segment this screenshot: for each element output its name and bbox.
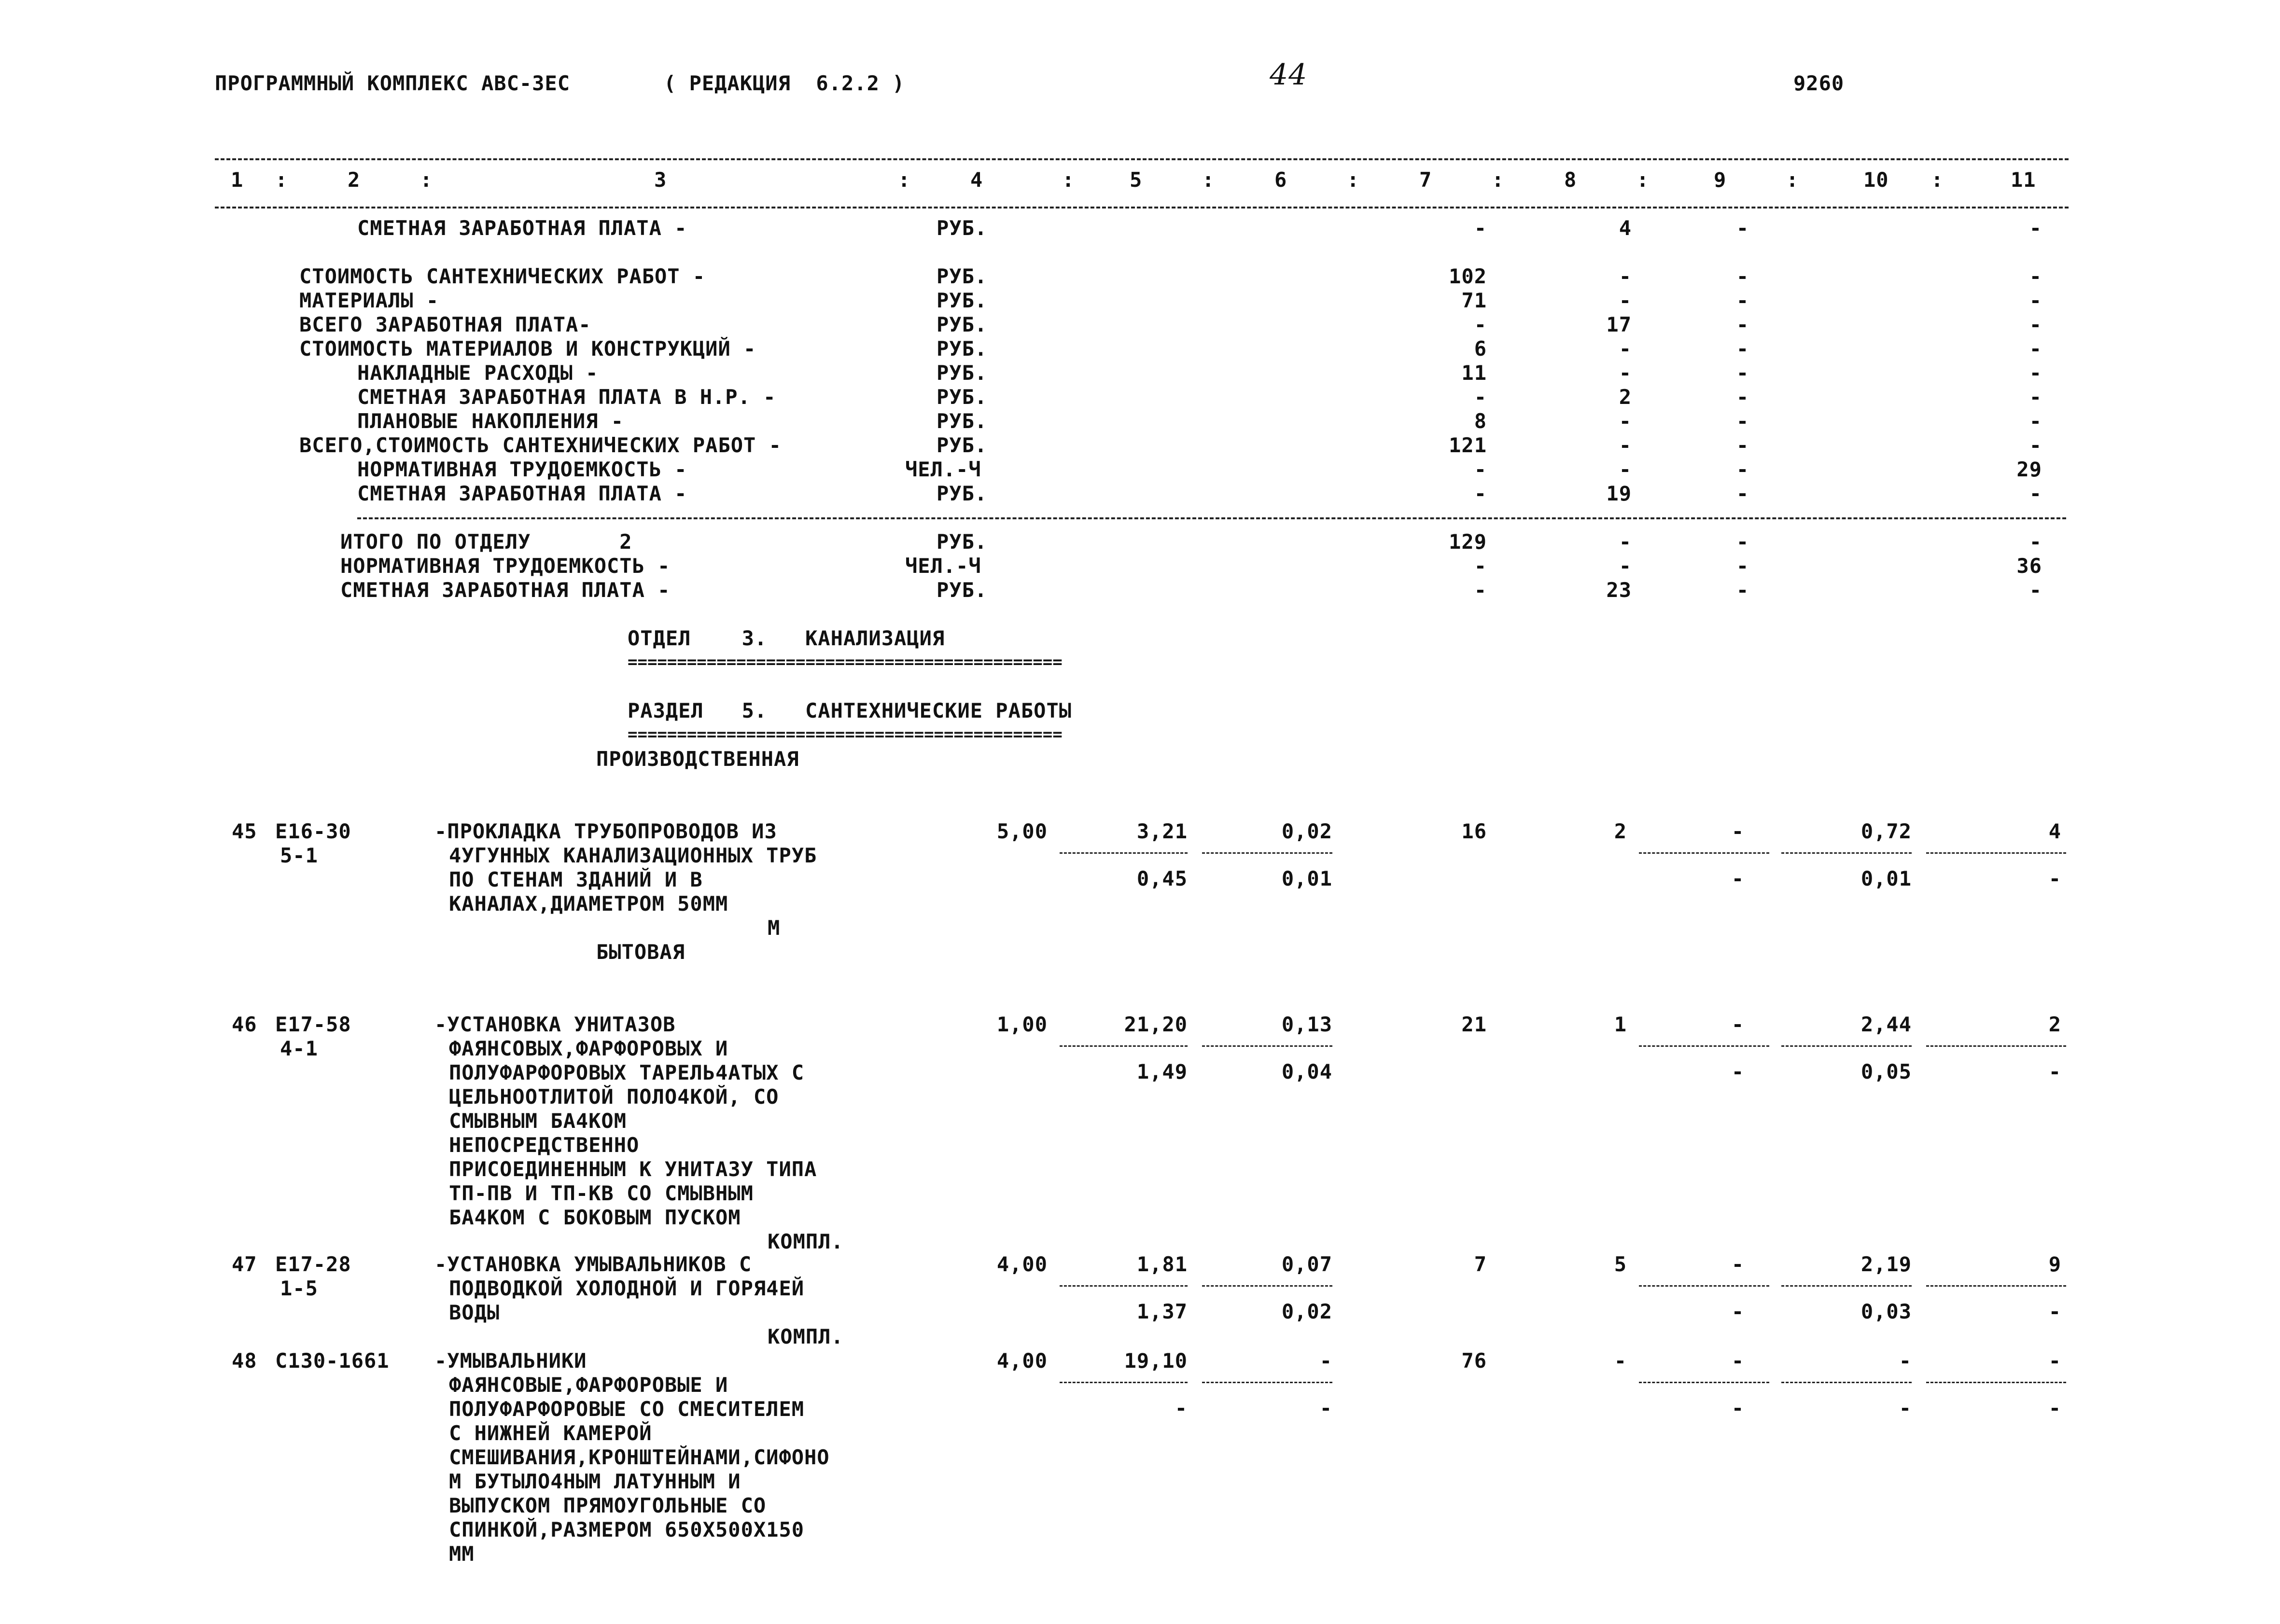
summary-row-c9: -	[1736, 313, 1749, 336]
item-c10-bot: 0,05	[1860, 1060, 1912, 1083]
summary-row-c8: -	[1619, 264, 1632, 288]
summary-row-c8: -	[1619, 433, 1632, 457]
summary-row-c9: -	[1736, 458, 1749, 481]
column-header-cell: 8	[1564, 168, 1577, 192]
item-divider-c9	[1639, 1382, 1769, 1383]
item-divider-c6	[1202, 852, 1332, 854]
item-c9-top: -	[1731, 1252, 1745, 1276]
summary-row-c7: 121	[1449, 433, 1487, 457]
item-divider-c10	[1781, 1285, 1912, 1287]
column-header-cell: 7	[1419, 168, 1432, 192]
dept-total-row-unit: РУБ.	[937, 578, 988, 602]
summary-top-c8: 4	[1619, 216, 1632, 240]
summary-row-c8: -	[1619, 289, 1632, 312]
item-description-line: СПИНКОЙ,РАЗМЕРОМ 650Х500Х150	[449, 1518, 805, 1541]
item-code: Е17-28	[275, 1252, 351, 1276]
summary-row-unit: РУБ.	[937, 264, 988, 288]
section-title: РАЗДЕЛ 5. САНТЕХНИЧЕСКИЕ РАБОТЫ	[628, 699, 1072, 722]
item-description-line: СМЕШИВАНИЯ,КРОНШТЕЙНАМИ,СИФОНО	[449, 1445, 830, 1469]
dept-total-row-unit: РУБ.	[937, 530, 988, 554]
summary-row-c11: -	[2029, 313, 2042, 336]
item-divider-c6	[1202, 1285, 1332, 1287]
summary-row-c7: 102	[1449, 264, 1487, 288]
summary-row-c7: 11	[1461, 361, 1487, 385]
item-c5-top: 1,81	[1136, 1252, 1188, 1276]
section-underline: ============================================	[628, 725, 1063, 744]
item-divider-c9	[1639, 1045, 1769, 1047]
item-description-line: ПО СТЕНАМ ЗДАНИЙ И В	[449, 868, 703, 891]
item-description-line: 4УГУННЫХ КАНАЛИЗАЦИОННЫХ ТРУБ	[449, 844, 817, 867]
item-divider-c10	[1781, 1045, 1912, 1047]
dept-total-row-c7: -	[1474, 578, 1487, 602]
summary-row-unit: РУБ.	[937, 361, 988, 385]
item-qty: 5,00	[996, 819, 1048, 843]
column-header-cell: :	[420, 168, 433, 192]
item-divider-c10	[1781, 852, 1912, 854]
column-header-cell: 3	[654, 168, 667, 192]
column-header-cell: :	[1637, 168, 1650, 192]
summary-row-c11: -	[2029, 289, 2042, 312]
summary-row-c9: -	[1736, 433, 1749, 457]
item-c5-bot: -	[1175, 1396, 1188, 1420]
summary-row-c7: -	[1474, 313, 1487, 336]
item-c9-bot: -	[1731, 867, 1745, 890]
summary-row-label: СТОИМОСТЬ САНТЕХНИЧЕСКИХ РАБОТ -	[299, 264, 706, 288]
summary-row-label: СТОИМОСТЬ МАТЕРИАЛОВ И КОНСТРУКЦИЙ -	[299, 337, 756, 361]
summary-top-c7: -	[1474, 216, 1487, 240]
summary-row-unit: РУБ.	[937, 482, 988, 505]
item-description-line: ВЫПУСКОМ ПРЯМОУГОЛЬНЫЕ СО	[449, 1494, 767, 1517]
column-header-cell: :	[1202, 168, 1215, 192]
column-header-cell: 6	[1274, 168, 1287, 192]
item-c6-bot: 0,02	[1281, 1300, 1332, 1323]
column-header-cell: 9	[1714, 168, 1727, 192]
dept-total-row-c8: -	[1619, 554, 1632, 578]
column-header-cell: 4	[970, 168, 983, 192]
dept-total-row-c11: 36	[2016, 554, 2042, 578]
summary-top-unit: РУБ.	[937, 216, 988, 240]
summary-row-unit: РУБ.	[937, 433, 988, 457]
item-number: 45	[232, 819, 257, 843]
edition-label: ( РЕДАКЦИЯ 6.2.2 )	[664, 71, 905, 95]
item-divider-c11	[1926, 1285, 2066, 1287]
dept-total-row-c7: 129	[1449, 530, 1487, 554]
item-c5-bot: 1,37	[1136, 1300, 1188, 1323]
item-c5-top: 3,21	[1136, 819, 1188, 843]
item-c11-top: 9	[2048, 1252, 2061, 1276]
summary-row-unit: РУБ.	[937, 337, 988, 361]
item-unit: М	[768, 916, 781, 940]
item-c7: 16	[1461, 819, 1487, 843]
department-title: ОТДЕЛ 3. КАНАЛИЗАЦИЯ	[628, 626, 945, 650]
dept-total-rule	[357, 517, 2066, 519]
dept-total-row-c8: 23	[1606, 578, 1632, 602]
column-header-cell: 1	[231, 168, 244, 192]
item-code-sub: 5-1	[280, 844, 318, 867]
item-c5-top: 19,10	[1124, 1349, 1188, 1373]
summary-top-label: СМЕТНАЯ ЗАРАБОТНАЯ ПЛАТА -	[357, 216, 687, 240]
summary-row-c8: -	[1619, 409, 1632, 433]
summary-row-c9: -	[1736, 409, 1749, 433]
item-c11-top: 4	[2048, 819, 2061, 843]
dept-total-row-label: СМЕТНАЯ ЗАРАБОТНАЯ ПЛАТА -	[340, 578, 671, 602]
item-divider-c11	[1926, 1382, 2066, 1383]
summary-row-c11: -	[2029, 264, 2042, 288]
item-code-sub: 4-1	[280, 1037, 318, 1060]
summary-row-c9: -	[1736, 337, 1749, 361]
item-description-line: ТП-ПВ И ТП-КВ СО СМЫВНЫМ	[449, 1181, 754, 1205]
column-header-cell: 5	[1130, 168, 1143, 192]
item-c6-top: 0,13	[1281, 1013, 1332, 1036]
summary-row-c9: -	[1736, 264, 1749, 288]
dept-total-row-c9: -	[1736, 578, 1749, 602]
item-c9-bot: -	[1731, 1396, 1745, 1420]
dept-total-row-c9: -	[1736, 554, 1749, 578]
item-divider-c9	[1639, 1285, 1769, 1287]
item-description-tail: БЫТОВАЯ	[596, 940, 685, 964]
item-c6-bot: 0,01	[1281, 867, 1332, 890]
item-description-line: -УСТАНОВКА УНИТАЗОВ	[434, 1013, 676, 1036]
item-c8: 5	[1614, 1252, 1627, 1276]
item-qty: 1,00	[996, 1013, 1048, 1036]
item-number: 46	[232, 1013, 257, 1036]
summary-row-c11: -	[2029, 337, 2042, 361]
item-c10-top: 0,72	[1860, 819, 1912, 843]
summary-row-c7: 6	[1474, 337, 1487, 361]
summary-row-unit: ЧЕЛ.-Ч	[905, 458, 981, 481]
summary-row-c9: -	[1736, 385, 1749, 409]
item-description-line: ПОЛУФАРФОРОВЫЕ СО СМЕСИТЕЛЕМ	[449, 1397, 805, 1421]
item-c5-bot: 1,49	[1136, 1060, 1188, 1083]
item-c10-top: 2,44	[1860, 1013, 1912, 1036]
item-description-line: ВОДЫ	[449, 1301, 500, 1324]
summary-row-label: СМЕТНАЯ ЗАРАБОТНАЯ ПЛАТА В Н.Р. -	[357, 385, 776, 409]
summary-row-unit: РУБ.	[937, 313, 988, 336]
column-header-cell: :	[1931, 168, 1944, 192]
item-description-line: ФАЯНСОВЫЕ,ФАРФОРОВЫЕ И	[449, 1373, 728, 1397]
item-c7: 21	[1461, 1013, 1487, 1036]
column-header-cell: 11	[2011, 168, 2036, 192]
summary-row-c9: -	[1736, 361, 1749, 385]
dept-total-row-label: НОРМАТИВНАЯ ТРУДОЕМКОСТЬ -	[340, 554, 671, 578]
summary-row-label: НОРМАТИВНАЯ ТРУДОЕМКОСТЬ -	[357, 458, 687, 481]
item-code: Е16-30	[275, 819, 351, 843]
summary-row-label: МАТЕРИАЛЫ -	[299, 289, 439, 312]
item-divider-c9	[1639, 852, 1769, 854]
item-c6-top: -	[1319, 1349, 1332, 1373]
summary-row-c8: -	[1619, 361, 1632, 385]
item-divider-c11	[1926, 1045, 2066, 1047]
item-c9-top: -	[1731, 1013, 1745, 1036]
item-c9-top: -	[1731, 819, 1745, 843]
summary-row-c7: 8	[1474, 409, 1487, 433]
item-c11-bot: -	[2048, 867, 2061, 890]
item-description-line: -УСТАНОВКА УМЫВАЛЬНИКОВ С	[434, 1252, 752, 1276]
summary-top-c9: -	[1736, 216, 1749, 240]
item-code-sub: 1-5	[280, 1277, 318, 1300]
item-c8: -	[1614, 1349, 1627, 1373]
item-unit: КОМПЛ.	[768, 1230, 844, 1253]
item-divider-c5	[1060, 852, 1188, 854]
summary-row-c7: 71	[1461, 289, 1487, 312]
item-c11-top: 2	[2048, 1013, 2061, 1036]
summary-row-label: НАКЛАДНЫЕ РАСХОДЫ -	[357, 361, 599, 385]
department-underline: ============================================	[628, 652, 1063, 672]
header-rule-top	[215, 158, 2069, 160]
dept-total-row-c8: -	[1619, 530, 1632, 554]
item-description-line: ПРИСОЕДИНЕННЫМ К УНИТАЗУ ТИПА	[449, 1157, 817, 1181]
item-c10-top: -	[1899, 1349, 1912, 1373]
dept-total-row-c11: -	[2029, 578, 2042, 602]
dept-total-row-label: ИТОГО ПО ОТДЕЛУ 2	[340, 530, 632, 554]
item-description-line: С НИЖНЕЙ КАМЕРОЙ	[449, 1421, 652, 1445]
item-description-line: КАНАЛАХ,ДИАМЕТРОМ 50ММ	[449, 892, 728, 916]
summary-row-c8: 17	[1606, 313, 1632, 336]
summary-row-c9: -	[1736, 482, 1749, 505]
summary-row-label: СМЕТНАЯ ЗАРАБОТНАЯ ПЛАТА -	[357, 482, 687, 505]
column-header-cell: :	[1347, 168, 1360, 192]
item-divider-c6	[1202, 1382, 1332, 1383]
item-c6-bot: 0,04	[1281, 1060, 1332, 1083]
item-description-line: -ПРОКЛАДКА ТРУБОПРОВОДОВ ИЗ	[434, 819, 777, 843]
item-qty: 4,00	[996, 1349, 1048, 1373]
summary-row-c9: -	[1736, 289, 1749, 312]
item-unit: КОМПЛ.	[768, 1325, 844, 1348]
summary-row-c8: -	[1619, 458, 1632, 481]
item-description-line: ПОДВОДКОЙ ХОЛОДНОЙ И ГОРЯ4ЕЙ	[449, 1277, 805, 1300]
summary-row-c8: 19	[1606, 482, 1632, 505]
item-c8: 1	[1614, 1013, 1627, 1036]
item-c8: 2	[1614, 819, 1627, 843]
summary-row-label: ПЛАНОВЫЕ НАКОПЛЕНИЯ -	[357, 409, 624, 433]
item-description-line: НЕПОСРЕДСТВЕННО	[449, 1133, 640, 1157]
column-header-cell: :	[1492, 168, 1505, 192]
item-qty: 4,00	[996, 1252, 1048, 1276]
dept-total-row-c9: -	[1736, 530, 1749, 554]
item-description-line: СМЫВНЫМ БА4КОМ	[449, 1109, 627, 1133]
dept-total-row-c7: -	[1474, 554, 1487, 578]
item-c7: 7	[1474, 1252, 1487, 1276]
item-c5-bot: 0,45	[1136, 867, 1188, 890]
doc-code: 9260	[1793, 71, 1845, 95]
column-header-cell: :	[898, 168, 911, 192]
header-rule-bottom	[215, 207, 2069, 208]
item-c9-top: -	[1731, 1349, 1745, 1373]
item-c6-top: 0,07	[1281, 1252, 1332, 1276]
summary-row-c11: -	[2029, 385, 2042, 409]
item-c9-bot: -	[1731, 1300, 1745, 1323]
column-header-cell: 2	[348, 168, 361, 192]
item-divider-c5	[1060, 1285, 1188, 1287]
item-c11-bot: -	[2048, 1396, 2061, 1420]
item-code: Е17-58	[275, 1013, 351, 1036]
item-c6-top: 0,02	[1281, 819, 1332, 843]
item-c10-bot: -	[1899, 1396, 1912, 1420]
item-c10-top: 2,19	[1860, 1252, 1912, 1276]
item-divider-c6	[1202, 1045, 1332, 1047]
item-description-line: -УМЫВАЛЬНИКИ	[434, 1349, 587, 1373]
item-c10-bot: 0,03	[1860, 1300, 1912, 1323]
column-header-cell: :	[275, 168, 288, 192]
summary-row-unit: РУБ.	[937, 409, 988, 433]
page-number: 44	[1270, 58, 1308, 92]
summary-row-label: ВСЕГО ЗАРАБОТНАЯ ПЛАТА-	[299, 313, 591, 336]
item-number: 47	[232, 1252, 257, 1276]
item-c6-bot: -	[1319, 1396, 1332, 1420]
item-description-line: М БУТЫЛО4НЫМ ЛАТУННЫМ И	[449, 1470, 741, 1493]
column-header-cell: :	[1786, 168, 1799, 192]
item-c7: 76	[1461, 1349, 1487, 1373]
summary-row-c11: -	[2029, 482, 2042, 505]
item-c10-bot: 0,01	[1860, 867, 1912, 890]
item-description-line: БА4КОМ С БОКОВЫМ ПУСКОМ	[449, 1206, 741, 1229]
summary-row-c8: -	[1619, 337, 1632, 361]
item-code: С130-1661	[275, 1349, 390, 1373]
summary-row-unit: РУБ.	[937, 289, 988, 312]
summary-row-c8: 2	[1619, 385, 1632, 409]
summary-row-label: ВСЕГО,СТОИМОСТЬ САНТЕХНИЧЕСКИХ РАБОТ -	[299, 433, 782, 457]
dept-total-row-unit: ЧЕЛ.-Ч	[905, 554, 981, 578]
summary-row-c11: -	[2029, 433, 2042, 457]
dept-total-row-c11: -	[2029, 530, 2042, 554]
item-divider-c5	[1060, 1045, 1188, 1047]
item-description-line: ФАЯНСОВЫХ,ФАРФОРОВЫХ И	[449, 1037, 728, 1060]
item-c9-bot: -	[1731, 1060, 1745, 1083]
item-c11-bot: -	[2048, 1300, 2061, 1323]
item-number: 48	[232, 1349, 257, 1373]
summary-row-c11: 29	[2016, 458, 2042, 481]
item-description-line: ПОЛУФАРФОРОВЫХ ТАРЕЛЬ4АТЫХ С	[449, 1061, 805, 1084]
column-header-cell: :	[1062, 168, 1075, 192]
item-description-line: ЦЕЛЬНООТЛИТОЙ ПОЛО4КОЙ, СО	[449, 1085, 779, 1109]
summary-row-c7: -	[1474, 385, 1487, 409]
summary-row-c11: -	[2029, 409, 2042, 433]
summary-row-c11: -	[2029, 361, 2042, 385]
summary-row-c7: -	[1474, 482, 1487, 505]
column-header-cell: 10	[1863, 168, 1889, 192]
item-divider-c5	[1060, 1382, 1188, 1383]
summary-row-c7: -	[1474, 458, 1487, 481]
program-title: ПРОГРАММНЫЙ КОМПЛЕКС АВС-3ЕС	[215, 71, 571, 95]
summary-top-c11: -	[2029, 216, 2042, 240]
item-c11-bot: -	[2048, 1060, 2061, 1083]
item-description-line: ММ	[449, 1542, 475, 1566]
item-divider-c10	[1781, 1382, 1912, 1383]
section-subtitle: ПРОИЗВОДСТВЕННАЯ	[596, 747, 799, 771]
item-divider-c11	[1926, 852, 2066, 854]
item-c11-top: -	[2048, 1349, 2061, 1373]
summary-row-unit: РУБ.	[937, 385, 988, 409]
item-c5-top: 21,20	[1124, 1013, 1188, 1036]
